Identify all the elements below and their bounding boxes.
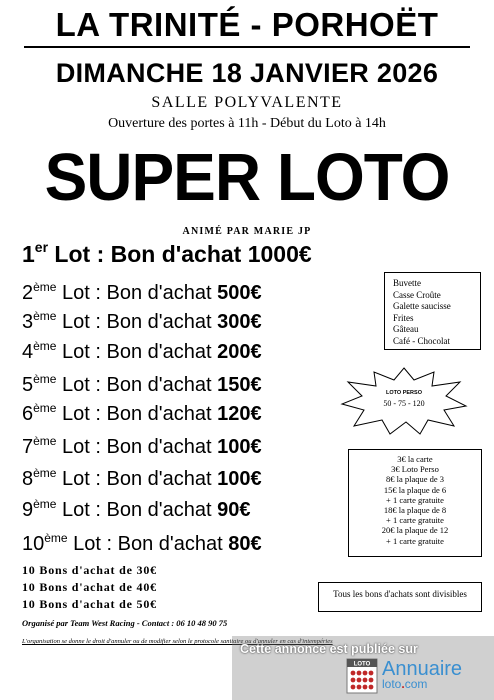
lot-line (22, 374, 262, 397)
menu-item: Gâteau (393, 324, 419, 334)
lot-amount: 150€ (217, 374, 262, 396)
opening-hours: Ouverture des portes à 11h - Début du Loto à 14h (108, 116, 386, 131)
lot-amount: 300€ (217, 311, 262, 333)
lot-suffix: er (34, 239, 49, 255)
logo-sub-a: loto (382, 677, 402, 691)
lot-number: 7 (22, 436, 34, 458)
loto-perso-label: LOTO PERSO (386, 390, 422, 396)
price-line: 8€ la plaque de 3 (385, 474, 445, 485)
disclaimer: L'organisation se donne le droit d'annuler ou de modifier selon le protocole sanitaire ou d'annuler en cas d'intempéries (22, 638, 333, 645)
logo-sub-dot: . (401, 677, 405, 691)
lot-amount: 80€ (228, 533, 262, 555)
lot-line (22, 403, 262, 426)
lot-amount: 90€ (217, 499, 251, 521)
lot-text: Lot : Bon d'achat (67, 533, 229, 555)
lot-suffix: ème (33, 339, 57, 353)
lot-amount: 100€ (217, 468, 262, 490)
logo-sub[interactable] (382, 677, 427, 691)
lot-suffix: ème (44, 531, 68, 545)
price-line: + 1 carte gratuite (386, 515, 444, 526)
lot-line (22, 341, 262, 364)
loto-logo-icon[interactable] (346, 658, 378, 694)
lot-amount: 200€ (217, 341, 262, 363)
main-title: SUPER LOTO (44, 139, 450, 215)
lot-text: Lot : Bon d'achat (56, 436, 218, 458)
place-text: LA TRINITÉ - PORHOËT (55, 6, 439, 43)
lot-suffix: ème (33, 280, 57, 294)
price-line: 3€ Loto Perso (391, 464, 439, 475)
venue: SALLE POLYVALENTE (151, 94, 343, 111)
lot-number: 10 (22, 533, 45, 555)
lot-amount: 120€ (217, 403, 262, 425)
lot-number: 9 (22, 499, 34, 521)
price-line: + 1 carte gratuite (386, 494, 444, 505)
lot-number: 3 (22, 311, 34, 333)
bons-line: 10 Bons d'achat de 50€ (22, 597, 157, 611)
menu-item: Casse Croûte (393, 289, 441, 300)
lot-suffix: ème (33, 309, 57, 323)
menu-item: Galette saucisse (393, 301, 451, 311)
logo-sub-b: com (404, 677, 428, 691)
lot-suffix: ème (33, 401, 57, 415)
lot-number: 5 (22, 374, 34, 396)
lot-number: 2 (22, 282, 34, 304)
loto-perso-starburst (340, 366, 468, 436)
menu-item: Frites (393, 312, 414, 323)
lot-line (22, 282, 262, 305)
host-line: ANIMÉ PAR MARIE JP (182, 226, 312, 237)
lot-text: Lot : Bon d'achat (56, 403, 218, 425)
price-line: + 1 carte gratuite (386, 535, 444, 546)
lot-line (22, 499, 250, 522)
price-line: 3€ la carte (397, 454, 433, 464)
logo-name[interactable]: Annuaire (382, 658, 463, 680)
menu-item: Buvette (393, 278, 421, 288)
logo-label: LOTO (353, 661, 371, 668)
lot-line (22, 468, 262, 491)
lot-suffix: ème (33, 434, 57, 448)
header-place (0, 6, 494, 44)
price-line: 18€ la plaque de 8 (383, 505, 447, 516)
lot-text: Lot : Bon d'achat (56, 468, 218, 490)
banner-text[interactable]: Cette annonce est publiée sur (240, 642, 418, 656)
lot-text: Lot : Bon d'achat (48, 241, 248, 267)
lot-line (22, 311, 262, 334)
lot-text: Lot : Bon d'achat (56, 341, 218, 363)
organizer-line: Organisé par Team West Racing - Contact : 06 10 48 90 75 (22, 618, 228, 628)
lot-number: 8 (22, 468, 34, 490)
lot-line (22, 533, 262, 556)
lot-text: Lot : Bon d'achat (56, 499, 218, 521)
lot-suffix: ème (33, 466, 57, 480)
price-line: 15€ la plaque de 6 (383, 484, 447, 495)
title-underline (24, 46, 470, 48)
menu-box (384, 272, 481, 350)
lot-number: 4 (22, 341, 34, 363)
loto-perso-values: 50 - 75 - 120 (383, 399, 425, 408)
bons-line: 10 Bons d'achat de 40€ (22, 580, 157, 594)
event-date: DIMANCHE 18 JANVIER 2026 (55, 58, 439, 88)
lot-text: Lot : Bon d'achat (56, 282, 218, 304)
lot-amount: 1000€ (247, 241, 312, 267)
price-line: 20€ la plaque de 12 (381, 525, 449, 536)
lot-line (22, 241, 312, 268)
bons-line: 10 Bons d'achat de 30€ (22, 563, 157, 577)
lot-suffix: ème (33, 497, 57, 511)
lot-text: Lot : Bon d'achat (56, 311, 218, 333)
lot-amount: 100€ (217, 436, 262, 458)
lot-line (22, 436, 262, 459)
lot-text: Lot : Bon d'achat (56, 374, 218, 396)
lot-number: 1 (22, 241, 35, 267)
menu-item: Café - Chocolat (393, 335, 450, 346)
prices-box (348, 449, 482, 557)
lot-number: 6 (22, 403, 34, 425)
lot-suffix: ème (33, 372, 57, 386)
lot-amount: 500€ (217, 282, 262, 304)
divisible-note: Tous les bons d'achats sont divisibles (318, 582, 482, 612)
